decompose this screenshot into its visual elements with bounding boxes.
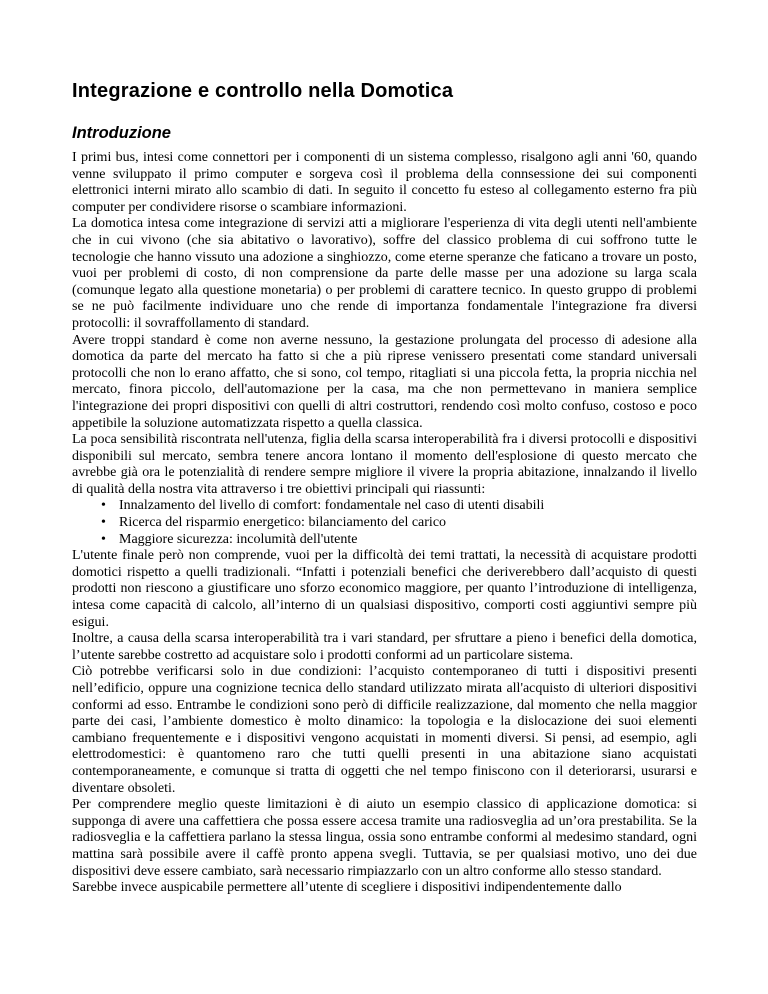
paragraph-poca-sensibilita: La poca sensibilità riscontrata nell'utenza, figlia della scarsa interoperabilità fra i diversi protocolli e dispositivi disponibili sul mercato, sembra tenere ancora lontano il momento dell'esplosione di questo mercato che avrebbe già ora le potenzialità di rendere sempre migliore il vivere la propria abitazione, innalzando il livello di qualità della nostra vita attraverso i tre obiettivi principali qui riassunti: [72, 432, 697, 497]
list-item-text: Ricerca del risparmio energetico: bilanciamento del carico [119, 515, 447, 531]
paragraph-inoltre: Inoltre, a causa della scarsa interoperabilità tra i vari standard, per sfruttare a pieno i benefici della domotica, l’utente sarebbe costretto ad acquistare solo i prodotti conformi ad un particolare sistema. [72, 631, 697, 663]
section-heading-introduzione: Introduzione [72, 124, 171, 142]
list-item-comfort [72, 498, 697, 515]
paragraph-auspicabile: Sarebbe invece auspicabile permettere all’utente di scegliere i dispositivi indipendentemente dallo [72, 880, 622, 896]
bullet-icon: • [101, 515, 106, 531]
paragraph-esempio-caffettiera: Per comprendere meglio queste limitazioni è di aiuto un esempio classico di applicazione domotica: si supponga di avere una caffettiera che possa essere accesa tramite una radiosveglia ad un’ora prestabilita. Se la radiosveglia e la caffettiera parlano la stessa lingua, ossia sono entrambe conformi al medesimo standard, ogni mattina sarà possibile avere il caffè pronto appena svegli. Tuttavia, se per qualsiasi motivo, uno dei due dispositivi deve essere cambiato, sarà necessario rimpiazzarlo con un altro conforme allo stesso standard. [72, 797, 697, 879]
list-item-risparmio [72, 515, 697, 532]
paragraph-primi-bus: I primi bus, intesi come connettori per i componenti di un sistema complesso, risalgono agli anni '60, quando venne sviluppato il primo computer e sorgeva così il problema della connsessione dei sui componenti elettronici interni mirato allo scambio di dati. In seguito il concetto fu esteso al collegamento esterno fra più computer per condividere risorse o scambiare informazioni. [72, 150, 697, 215]
paragraph-utente-finale: L'utente finale però non comprende, vuoi per la difficoltà dei temi trattati, la necessità di acquistare prodotti domotici rispetto a quelli tradizionali. “Infatti i potenziali benefici che deriverebbero dall’acquisto di questi prodotti non riescono a giustificare uno sforzo economico maggiore, per quanto l’introduzione di intelligenza, intesa come capacità di calcolo, all’interno di un qualsiasi dispositivo, comporti costi aggiuntivi sempre più esigui. [72, 548, 697, 630]
list-item-sicurezza [72, 532, 697, 549]
paragraph-troppi-standard: Avere troppi standard è come non averne nessuno, la gestazione prolungata del processo di adesione alla domotica da parte del mercato ha fatto si che a più riprese venissero presentati come standard universali protocolli che non lo erano affatto, che si sono, col tempo, ritagliati si una piccola fetta, la propria nicchia nel mercato, finora piccolo, dell'automazione per la casa, ma che non permettevano in maniera semplice l'integrazione dei propri dispositivi con quelli di altri costruttori, rendendo così molto confuso, costoso e poco appetibile la soluzione automatizzata rispetto a quella classica. [72, 332, 697, 431]
bullet-icon: • [101, 498, 106, 514]
list-item-text: Innalzamento del livello di comfort: fondamentale nel caso di utenti disabili [119, 498, 545, 514]
paragraph-domotica-intesa: La domotica intesa come integrazione di servizi atti a migliorare l'esperienza di vita degli utenti nell'ambiente che in cui vivono (che sia abitativo o lavorativo), soffre del classico problema di cui soffrono tutte le tecnologie che hanno vissuto una adozione a singhiozzo, come eterne speranze che faticano a trovare un posto, vuoi per problemi di costo, di non comprensione da parte delle masse per una adozione su larga scala (comunque legato alla questione monetaria) o per problemi di carattere tecnico. In questo gruppo di problemi se ne può facilmente individuare uno che rende di importanza fondamentale l'integrazione fra diversi protocolli: il sovraffollamento di standard. [72, 216, 697, 331]
paragraph-due-condizioni: Ciò potrebbe verificarsi solo in due condizioni: l’acquisto contemporaneo di tutti i dispositivi presenti nell’edificio, oppure una cognizione tecnica dello standard utilizzato mirata all'acquisto di ulteriori dispositivi conformi ad esso. Entrambe le condizioni sono però di difficile realizzazione, dal momento che nella maggior parte dei casi, l’ambiente domestico è molto dinamico: la topologia e la dislocazione dei suoi elementi cambiano frequentemente e i dispositivi vengono acquistati in momenti diversi. Si pensi, ad esempio, agli elettrodomestici: è quantomeno raro che tutti quelli presenti in una abitazione siano acquistati contemporaneamente, e comunque si tratta di oggetti che nel tempo finiscono con il deteriorarsi, usurarsi e diventare obsoleti. [72, 664, 697, 796]
list-item-text: Maggiore sicurezza: incolumità dell'utente [119, 531, 358, 547]
page-content [72, 80, 697, 897]
document-title: Integrazione e controllo nella Domotica [72, 80, 454, 102]
bullet-icon: • [101, 531, 106, 547]
objectives-list [72, 498, 697, 548]
